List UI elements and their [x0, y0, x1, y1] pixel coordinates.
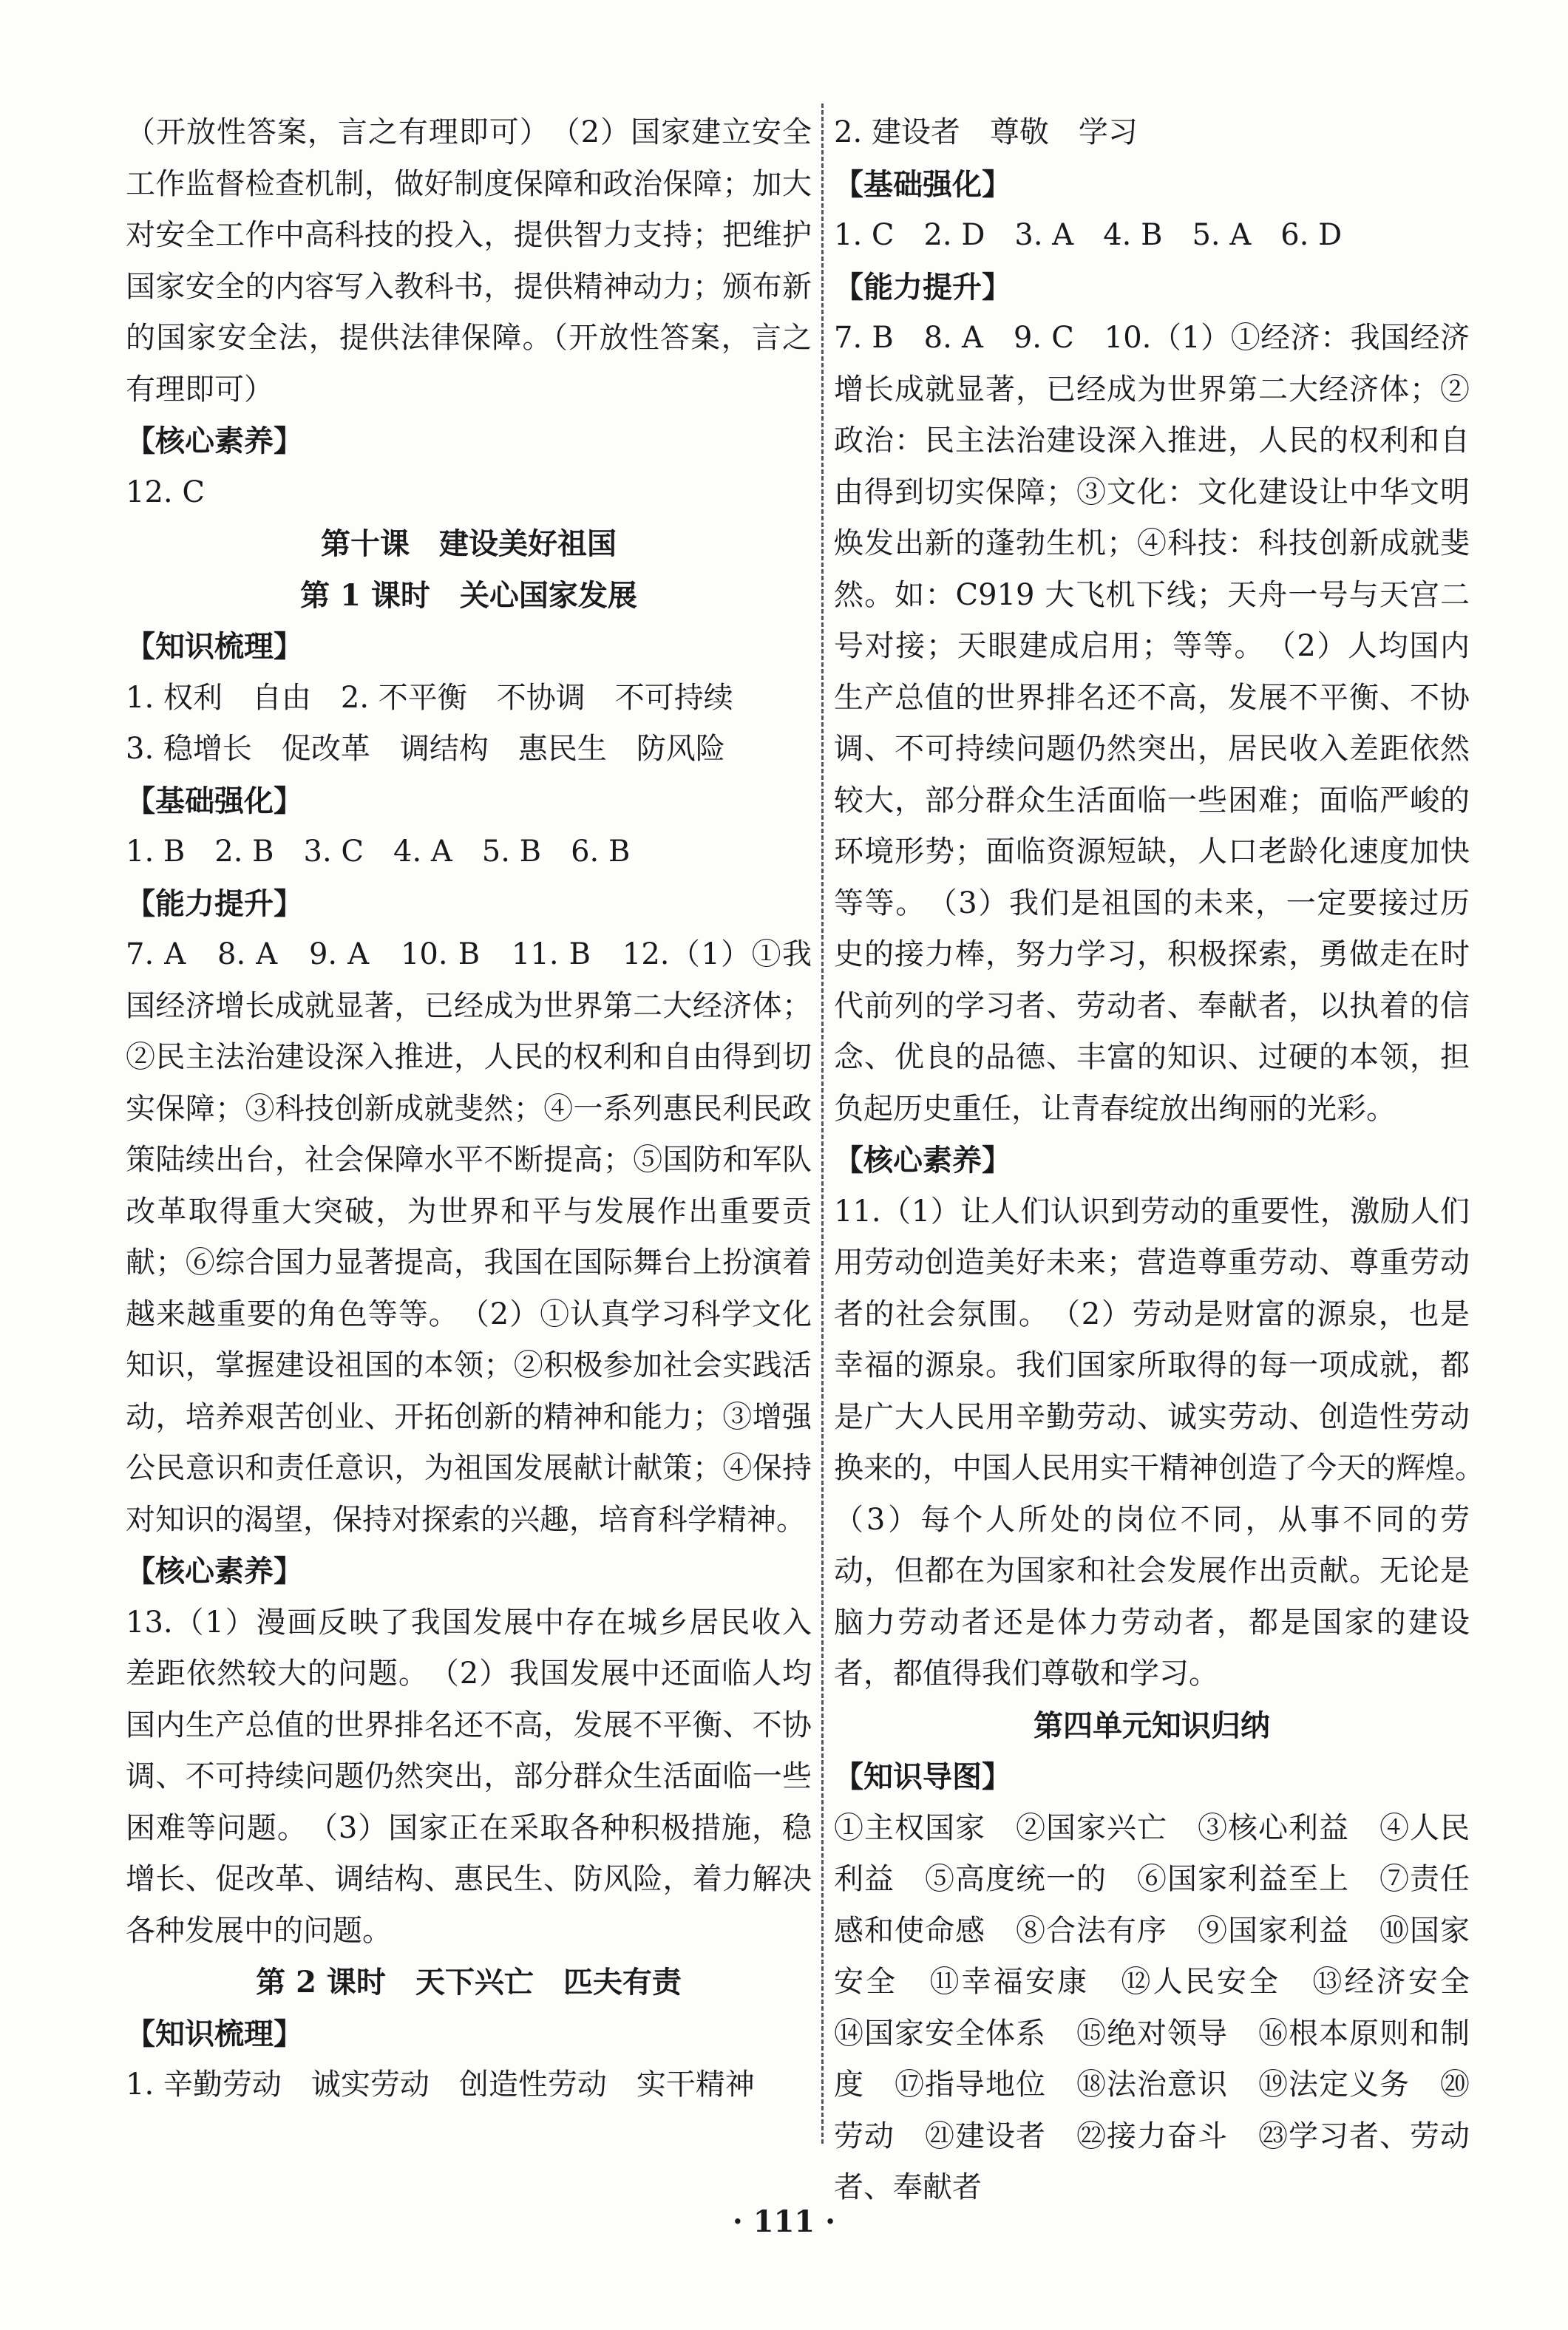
section-label: 【基础强化】: [834, 166, 1011, 202]
answer-paragraph: 2. 建设者 尊敬 学习: [834, 115, 1138, 149]
answer-paragraph: （开放性答案，言之有理即可） （2）国家建立安全工作监督检查机制，做好制度保障和政治保障；加大对安全工作中高科技的投入，提供智力支持；把维护国家安全的内容写入教科书，提供精神动力；颁布新的国家安全法，提供法律保障。（开放性答案，言之有理即可）: [126, 115, 812, 407]
answer-paragraph: ①主权国家 ②国家兴亡 ③核心利益 ④人民利益 ⑤高度统一的 ⑥国家利益至上 ⑦责任感和使命感 ⑧合法有序 ⑨国家利益 ⑩国家安全 ⑪幸福安康 ⑫人民安全 ⑬经济安全 ⑭国家安全体系 ⑮绝对领导 ⑯根本原则和制度 ⑰指导地位 ⑱法治意识 ⑲法定义务 ⑳劳动 ㉑建设者 ㉒接力奋斗 ㉓学习者、劳动者、奉献者: [834, 1810, 1499, 2204]
column-divider: [821, 103, 824, 2144]
right-column: [834, 107, 1499, 2214]
left-column: [126, 107, 812, 2111]
section-label: 【核心素养】: [126, 1554, 303, 1589]
answer-paragraph: 1. 辛勤劳动 诚实劳动 创造性劳动 实干精神: [126, 2068, 755, 2102]
section-label: 【核心素养】: [834, 1143, 1011, 1178]
answer-paragraph: 1. B 2. B 3. C 4. A 5. B 6. B: [126, 835, 631, 869]
section-label: 【知识梳理】: [126, 629, 303, 664]
section-label: 【知识导图】: [834, 1759, 1011, 1794]
answer-paragraph: 7. A 8. A 9. A 10. B 11. B 12.（1）①我国经济增长成就显著，已经成为世界第二大经济体；②民主法治建设深入推进，人民的权利和自由得到切实保障；③科技创新成就斐然；④一系列惠民利民政策陆续出台，社会保障水平不断提高；⑤国防和军队改革取得重大突破，为世界和平与发展作出重要贡献；⑥综合国力显著提高，我国在国际舞台上扮演着越来越重要的角色等等。 （2）①认真学习科学文化知识，掌握建设祖国的本领；②积极参加社会实践活动，培养艰苦创业、开拓创新的精神和能力；③增强公民意识和责任意识，为祖国发展献计献策；④保持对知识的渴望，保持对探索的兴趣，培育科学精神。: [126, 937, 812, 1537]
answer-paragraph: 13.（1）漫画反映了我国发展中存在城乡居民收入差距依然较大的问题。 （2）我国发展中还面临人均国内生产总值的世界排名还不高，发展不平衡、不协调、不可持续问题仍然突出，部分群众生活面临一些困难等问题。 （3）国家正在采取各种积极措施，稳增长、促改革、调结构、惠民生、防风险，着力解决各种发展中的问题。: [126, 1605, 812, 1948]
section-heading: 第 1 课时 关心国家发展: [300, 577, 637, 613]
answer-paragraph: 7. B 8. A 9. C 10.（1）①经济：我国经济增长成就显著，已经成为世界第二大经济体；②政治：民主法治建设深入推进，人民的权利和自由得到切实保障；③文化：文化建设让中华文明焕发出新的蓬勃生机；④科技：科技创新成就斐然。如：C919 大飞机下线；天舟一号与天宫二号对接；天眼建成启用；等等。 （2）人均国内生产总值的世界排名还不高，发展不平衡、不协调、不可持续问题仍然突出，居民收入差距依然较大，部分群众生活面临一些困难；面临严峻的环境形势；面临资源短缺，人口老龄化速度加快等等。 （3）我们是祖国的未来，一定要接过历史的接力棒，努力学习，积极探索，勇做走在时代前列的学习者、劳动者、奉献者，以执着的信念、优良的品德、丰富的知识、过硬的本领，担负起历史重任，让青春绽放出绚丽的光彩。: [834, 321, 1470, 1126]
answer-paragraph: 12. C: [126, 475, 205, 509]
section-label: 【知识梳理】: [126, 2016, 303, 2051]
section-heading: 第 2 课时 天下兴亡 匹夫有责: [256, 1965, 682, 2000]
section-heading: 第四单元知识归纳: [1034, 1708, 1270, 1743]
answer-paragraph: 3. 稳增长 促改革 调结构 惠民生 防风险: [126, 732, 725, 766]
section-heading: 第十课 建设美好祖国: [321, 526, 617, 561]
answer-paragraph: 11.（1）让人们认识到劳动的重要性，激励人们用劳动创造美好未来；营造尊重劳动、尊重劳动者的社会氛围。 （2）劳动是财富的源泉，也是幸福的源泉。我们国家所取得的每一项成就，都是广大人民用辛勤劳动、诚实劳动、创造性劳动换来的，中国人民用实干精神创造了今天的辉煌。 （3）每个人所处的岗位不同，从事不同的劳动，但都在为国家和社会发展作出贡献。无论是脑力劳动者还是体力劳动者，都是国家的建设者，都值得我们尊敬和学习。: [834, 1194, 1499, 1691]
section-label: 【基础强化】: [126, 783, 303, 818]
answer-paragraph: 1. 权利 自由 2. 不平衡 不协调 不可持续: [126, 680, 733, 715]
answer-paragraph: 1. C 2. D 3. A 4. B 5. A 6. D: [834, 218, 1343, 252]
section-label: 【能力提升】: [126, 886, 303, 921]
page-number: · 111 ·: [732, 2204, 836, 2239]
section-label: 【能力提升】: [834, 269, 1011, 305]
section-label: 【核心素养】: [126, 424, 303, 458]
